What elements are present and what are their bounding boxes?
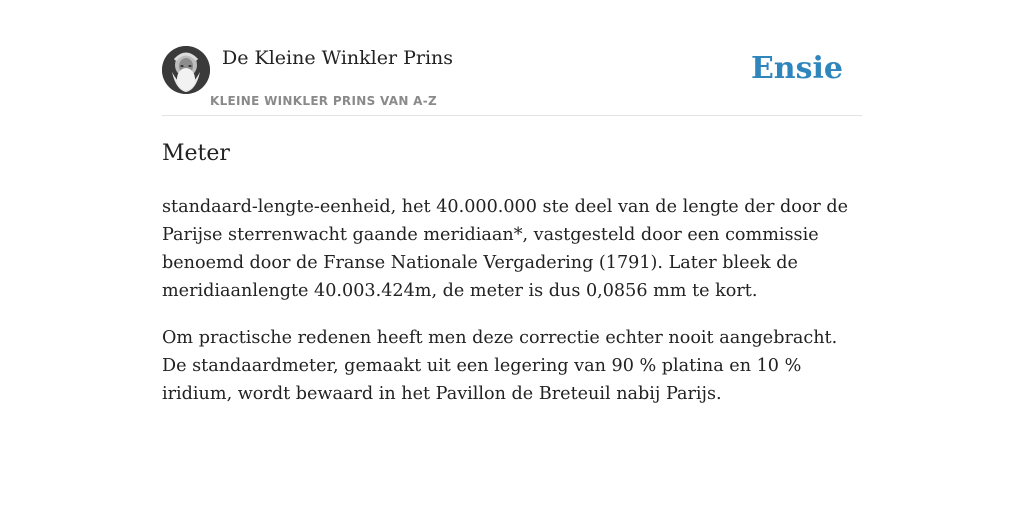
entry-title: Meter bbox=[162, 141, 230, 166]
portrait-icon bbox=[162, 46, 210, 94]
source-subtitle: KLEINE WINKLER PRINS VAN A-Z bbox=[210, 94, 438, 108]
avatar[interactable] bbox=[162, 46, 210, 94]
source-header bbox=[162, 46, 862, 116]
brand-logo-link[interactable]: Ensie bbox=[750, 51, 843, 86]
entry-content bbox=[162, 138, 862, 427]
source-title[interactable]: De Kleine Winkler Prins bbox=[222, 47, 454, 69]
entry-paragraph: Om practische redenen heeft men deze correctie echter nooit aangebracht. De standaardmeter, gemaakt uit een legering van 90 % platina en 10 % iridium, wordt bewaard in het Pavillon de Breteuil nabij Parijs. bbox=[162, 328, 838, 404]
entry-paragraph: standaard-lengte-eenheid, het 40.000.000 ste deel van de lengte der door de Parijse sterrenwacht gaande meridiaan*, vastgesteld door een commissie benoemd door de Franse Nationale Vergadering (1791). Later bleek de meridiaanlengte 40.003.424m, de meter is dus 0,0856 mm te kort. bbox=[162, 197, 849, 301]
